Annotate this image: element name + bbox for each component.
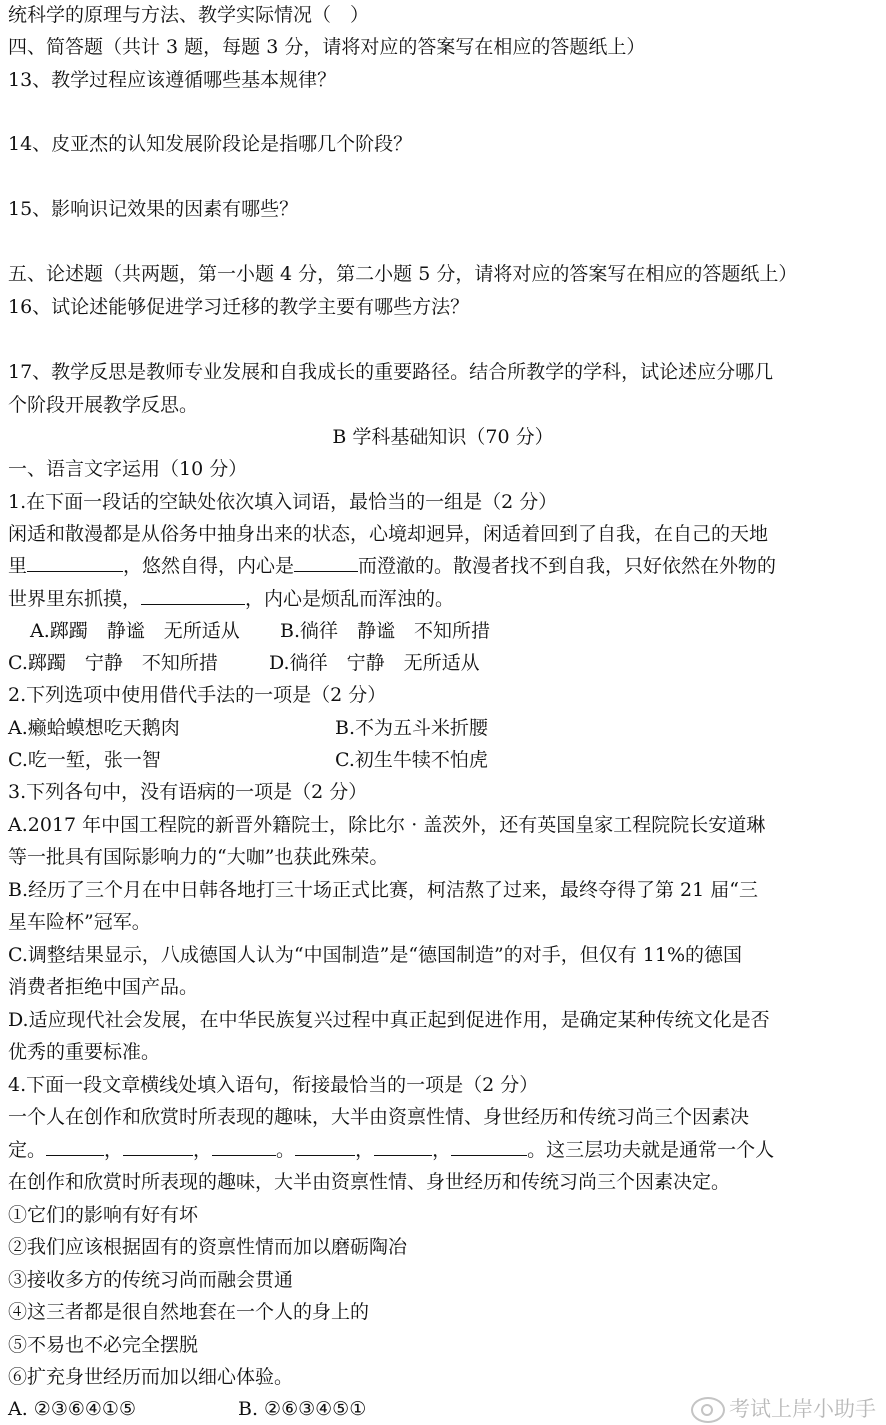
weibo-icon bbox=[691, 1397, 725, 1423]
option-a: A.踯躅 静谧 无所适从 bbox=[30, 620, 240, 642]
question-2: 2.下列选项中使用借代手法的一项是（2 分） bbox=[8, 684, 387, 706]
option-d-cont: 优秀的重要标准。 bbox=[8, 1041, 161, 1063]
option-b: B.经历了三个月在中日韩各地打三十场正式比赛，柯洁熬了过来，最终夺得了第 21 届“三 bbox=[8, 879, 758, 901]
question-4: 4.下面一段文章横线处填入语句，衔接最恰当的一项是（2 分） bbox=[8, 1074, 539, 1096]
fill-blank bbox=[212, 1135, 276, 1156]
passage-text: 。这三层功夫就是通常一个人 bbox=[527, 1139, 775, 1161]
passage-text: 定。 bbox=[8, 1139, 47, 1161]
question-1: 1.在下面一段话的空缺处依次填入词语，最恰当的一组是（2 分） bbox=[8, 491, 558, 513]
passage-1-line-3 bbox=[8, 584, 454, 614]
question-17: 17、教学反思是教师专业发展和自我成长的重要路径。结合所教学的学科，试论述应分哪几 bbox=[8, 361, 774, 383]
question-16: 16、试论述能够促进学习迁移的教学主要有哪些方法？ bbox=[8, 296, 470, 318]
fill-blank bbox=[27, 551, 123, 572]
fill-blank bbox=[294, 551, 358, 572]
passage-text: 。 bbox=[276, 1139, 296, 1161]
option-b: B.徜徉 静谧 不知所措 bbox=[280, 620, 491, 642]
passage-text: ， bbox=[193, 1139, 213, 1161]
watermark bbox=[691, 1393, 876, 1423]
sentence-4: ④这三者都是很自然地套在一个人的身上的 bbox=[8, 1301, 370, 1323]
passage-text: 里 bbox=[8, 555, 28, 577]
option-d: D.适应现代社会发展，在中华民族复兴过程中真正起到促进作用，是确定某种传统文化是否 bbox=[8, 1009, 770, 1031]
option-a-cont: 等一批具有国际影响力的“大咖”也获此殊荣。 bbox=[8, 846, 389, 868]
sentence-1: ①它们的影响有好有坏 bbox=[8, 1204, 199, 1226]
passage-1-line-2 bbox=[8, 551, 776, 581]
option-a: A.2017 年中国工程院的新晋外籍院士，除比尔 · 盖茨外，还有英国皇家工程院院长安道琳 bbox=[8, 814, 766, 836]
option-a: A. ②③⑥④①⑤ bbox=[8, 1398, 136, 1420]
option-b-cont: 星车险杯”冠军。 bbox=[8, 911, 151, 933]
passage-4-line-1: 一个人在创作和欣赏时所表现的趣味，大半由资禀性情、身世经历和传统习尚三个因素决 bbox=[8, 1106, 750, 1128]
fill-blank bbox=[46, 1135, 104, 1156]
question-17-cont: 个阶段开展教学反思。 bbox=[8, 394, 199, 416]
fill-blank bbox=[451, 1135, 527, 1156]
option-c: C.吃一堑，张一智 bbox=[8, 749, 161, 771]
passage-text: ， bbox=[355, 1139, 375, 1161]
passage-text: 而澄澈的。散漫者找不到自我，只好依然在外物的 bbox=[358, 555, 777, 577]
question-14: 14、皮亚杰的认知发展阶段论是指哪几个阶段？ bbox=[8, 133, 413, 155]
passage-text: ，悠然自得，内心是 bbox=[123, 555, 295, 577]
question-15: 15、影响识记效果的因素有哪些？ bbox=[8, 198, 299, 220]
sentence-5: ⑤不易也不必完全摆脱 bbox=[8, 1334, 199, 1356]
watermark-text: 考试上岸小助手 bbox=[729, 1397, 876, 1421]
passage-4-line-2 bbox=[8, 1135, 774, 1165]
section-heading-language: 一、语言文字运用（10 分） bbox=[8, 458, 248, 480]
option-c: C.调整结果显示，八成德国人认为“中国制造”是“德国制造”的对手，但仅有 11%的德国 bbox=[8, 944, 743, 966]
fill-blank bbox=[374, 1135, 432, 1156]
passage-text: ， bbox=[432, 1139, 452, 1161]
option-a: A.癞蛤蟆想吃天鹅肉 bbox=[8, 717, 180, 739]
part-b-heading: B 学科基础知识（70 分） bbox=[332, 426, 554, 448]
sentence-2: ②我们应该根据固有的资禀性情而加以磨砺陶冶 bbox=[8, 1236, 408, 1258]
option-d: C.初生牛犊不怕虎 bbox=[335, 749, 488, 771]
option-d: D.徜徉 宁静 无所适从 bbox=[269, 652, 480, 674]
fill-blank bbox=[141, 584, 245, 605]
fill-blank bbox=[295, 1135, 355, 1156]
option-c: C.踯躅 宁静 不知所措 bbox=[8, 652, 218, 674]
passage-text: ， bbox=[104, 1139, 124, 1161]
section-heading-short-answer: 四、简答题（共计 3 题，每题 3 分，请将对应的答案写在相应的答题纸上） bbox=[8, 36, 646, 58]
option-b: B.不为五斗米折腰 bbox=[335, 717, 489, 739]
option-b: B. ②⑥③④⑤① bbox=[238, 1398, 367, 1420]
question-13: 13、教学过程应该遵循哪些基本规律？ bbox=[8, 69, 337, 91]
passage-1-line-1: 闲适和散漫都是从俗务中抽身出来的状态，心境却迥异，闲适着回到了自我，在自己的天地 bbox=[8, 523, 769, 545]
sentence-6: ⑥扩充身世经历而加以细心体验。 bbox=[8, 1366, 294, 1388]
question-3: 3.下列各句中，没有语病的一项是（2 分） bbox=[8, 781, 368, 803]
fill-blank bbox=[123, 1135, 193, 1156]
sentence-3: ③接收多方的传统习尚而融会贯通 bbox=[8, 1269, 294, 1291]
text-line: 统科学的原理与方法、教学实际情况（ ） bbox=[8, 4, 370, 26]
section-heading-essay: 五、论述题（共两题，第一小题 4 分，第二小题 5 分，请将对应的答案写在相应的答题纸上） bbox=[8, 263, 798, 285]
option-c-cont: 消费者拒绝中国产品。 bbox=[8, 976, 199, 998]
passage-4-line-3: 在创作和欣赏时所表现的趣味，大半由资禀性情、身世经历和传统习尚三个因素决定。 bbox=[8, 1171, 731, 1193]
passage-text: ，内心是烦乱而浑浊的。 bbox=[245, 588, 455, 610]
passage-text: 世界里东抓摸， bbox=[8, 588, 142, 610]
